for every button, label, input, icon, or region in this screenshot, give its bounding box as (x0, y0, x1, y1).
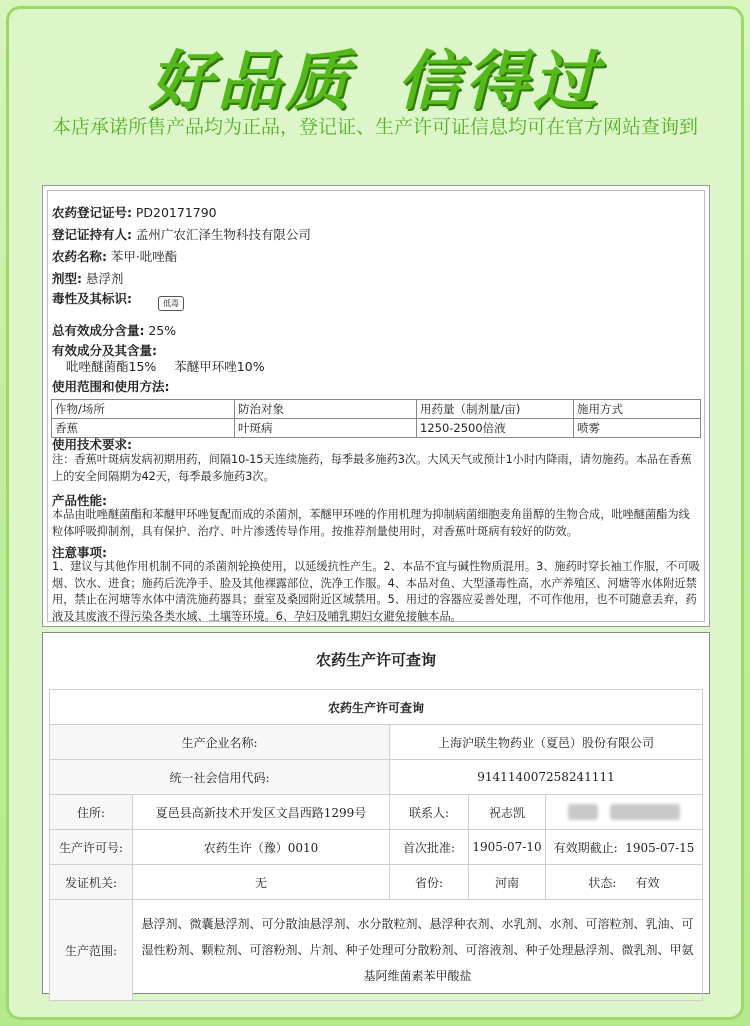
registration-panel (42, 185, 710, 627)
hero-slogan (0, 30, 750, 122)
total: 25% (148, 323, 177, 338)
license-panel (42, 632, 710, 994)
first: 1905-07-10 (469, 830, 546, 865)
expire-cell (546, 830, 703, 865)
usage-cell: 香蕉 (52, 419, 235, 438)
usage-table (51, 399, 701, 438)
table-row (50, 830, 703, 865)
first-label: 首次批准: (390, 830, 469, 865)
scope: 悬浮剂、微囊悬浮剂、可分散油悬浮剂、水分散粒剂、悬浮种衣剂、水乳剂、水剂、可溶粒剂、乳油、可湿性粉剂、颗粒剂、可溶粉剂、片剂、种子处理可分散粉剂、可溶液剂、种子处理悬浮剂、微乳剂、甲氨基阿维菌素苯甲酸盐 (133, 900, 703, 1001)
subtitle: 本店承诺所售产品均为正品，登记证、生产许可证信息均可在官方网站查询到 (51, 116, 698, 138)
perf-text: 本品由吡唑醚菌酯和苯醚甲环唑复配而成的杀菌剂，苯醚甲环唑的作用机理为抑制病菌细胞麦角甾醇的生物合成，吡唑醚菌酯为线粒体呼吸抑制剂，具有保护、治疗、叶片渗透传导作用。按推荐剂量使用时，对香蕉叶斑病有较好的防效。 (52, 508, 690, 538)
usage-header-cell: 防治对象 (235, 400, 417, 419)
notes-label: 注意事项: (52, 545, 107, 560)
table-row (50, 900, 703, 1001)
table-row (50, 865, 703, 900)
address-label: 住所: (50, 795, 133, 830)
reg-no-label: 农药登记证号: (52, 205, 132, 220)
expire-label: 有效期截止: (553, 840, 618, 855)
table-row (50, 795, 703, 830)
permit-label: 生产许可号: (50, 830, 133, 865)
form: 悬浮剂 (85, 271, 124, 286)
usage-cell: 叶斑病 (235, 419, 417, 438)
company-label: 生产企业名称: (50, 725, 390, 760)
usage-header-cell: 用药量（制剂量/亩) (417, 400, 574, 419)
total-label: 总有效成分含量: (52, 323, 145, 338)
license-table-title: 农药生产许可查询 (50, 690, 703, 725)
ingredient-1: 吡唑醚菌酯15% (66, 359, 157, 374)
table-row (50, 725, 703, 760)
table-row (52, 419, 701, 438)
company: 上海沪联生物药业（夏邑）股份有限公司 (390, 725, 703, 760)
table-row (50, 690, 703, 725)
usage-cell: 喷雾 (574, 419, 701, 438)
tech-label: 使用技术要求: (52, 437, 132, 452)
perf-label: 产品性能: (52, 493, 107, 508)
table-row (50, 760, 703, 795)
tech-text: 注：香蕉叶斑病发病初期用药，间隔10-15天连续施药，每季最多施药3次。大风天气或预计1小时内降雨，请勿施药。本品在香蕉上的安全间隔期为42天，每季最多施药3次。 (52, 453, 692, 483)
status: 有效 (635, 875, 660, 890)
holder: 孟州广农汇泽生物科技有限公司 (135, 227, 311, 242)
issuer: 无 (133, 865, 390, 900)
credit: 914114007258241111 (390, 760, 703, 795)
address: 夏邑县高新技术开发区文昌西路1299号 (133, 795, 390, 830)
license-title: 农药生产许可查询 (315, 651, 436, 669)
permit: 农药生许（豫）0010 (133, 830, 390, 865)
usage-label: 使用范围和使用方法: (52, 379, 170, 394)
contact-label: 联系人: (390, 795, 469, 830)
redacted-cell (546, 795, 703, 830)
status-cell (546, 865, 703, 900)
redacted-blur (610, 804, 680, 820)
usage-cell: 1250-2500倍液 (417, 419, 574, 438)
notes-text: 1、建议与其他作用机制不同的杀菌剂轮换使用，以延缓抗性产生。2、本品不宜与碱性物质混用。3、施药时穿长袖工作服，不可吸烟、饮水、进食；施药后洗净手、脸及其他裸露部位，洗净工作服。4、本品对鱼、大型溞毒性高，水产养殖区、河塘等水体附近禁用，禁止在河塘等水体中清洗施药器具；蚕室及桑园附近区域禁用。5、用过的容器应妥善处理，不可作他用，也不可随意丢弃，药液及其废液不得污染各类水域、土壤等环境。6、孕妇及哺乳期妇女避免接触本品。 (52, 560, 700, 623)
form-label: 剂型: (52, 271, 82, 286)
toxicity-stamp: 低毒 (158, 296, 184, 311)
status-label: 状态: (588, 875, 617, 890)
expire: 1905-07-15 (625, 840, 695, 855)
ingredients-label: 有效成分及其含量: (52, 343, 157, 358)
license-table (49, 689, 703, 1001)
issuer-label: 发证机关: (50, 865, 133, 900)
usage-header-cell: 施用方式 (574, 400, 701, 419)
hero-left: 好品质 (149, 45, 353, 119)
contact: 祝志凯 (469, 795, 546, 830)
product-name: 苯甲·吡唑酯 (110, 249, 178, 264)
holder-label: 登记证持有人: (52, 227, 132, 242)
redacted-blur (568, 804, 598, 820)
toxicity-label: 毒性及其标识: (52, 291, 132, 306)
hero-right: 信得过 (397, 45, 601, 119)
province: 河南 (469, 865, 546, 900)
ingredient-2: 苯醚甲环唑10% (174, 359, 265, 374)
usage-header-cell: 作物/场所 (52, 400, 235, 419)
name-label: 农药名称: (52, 249, 107, 264)
reg-no: PD20171790 (135, 205, 217, 220)
table-row (52, 400, 701, 419)
province-label: 省份: (390, 865, 469, 900)
scope-label: 生产范围: (50, 900, 133, 1001)
credit-label: 统一社会信用代码: (50, 760, 390, 795)
